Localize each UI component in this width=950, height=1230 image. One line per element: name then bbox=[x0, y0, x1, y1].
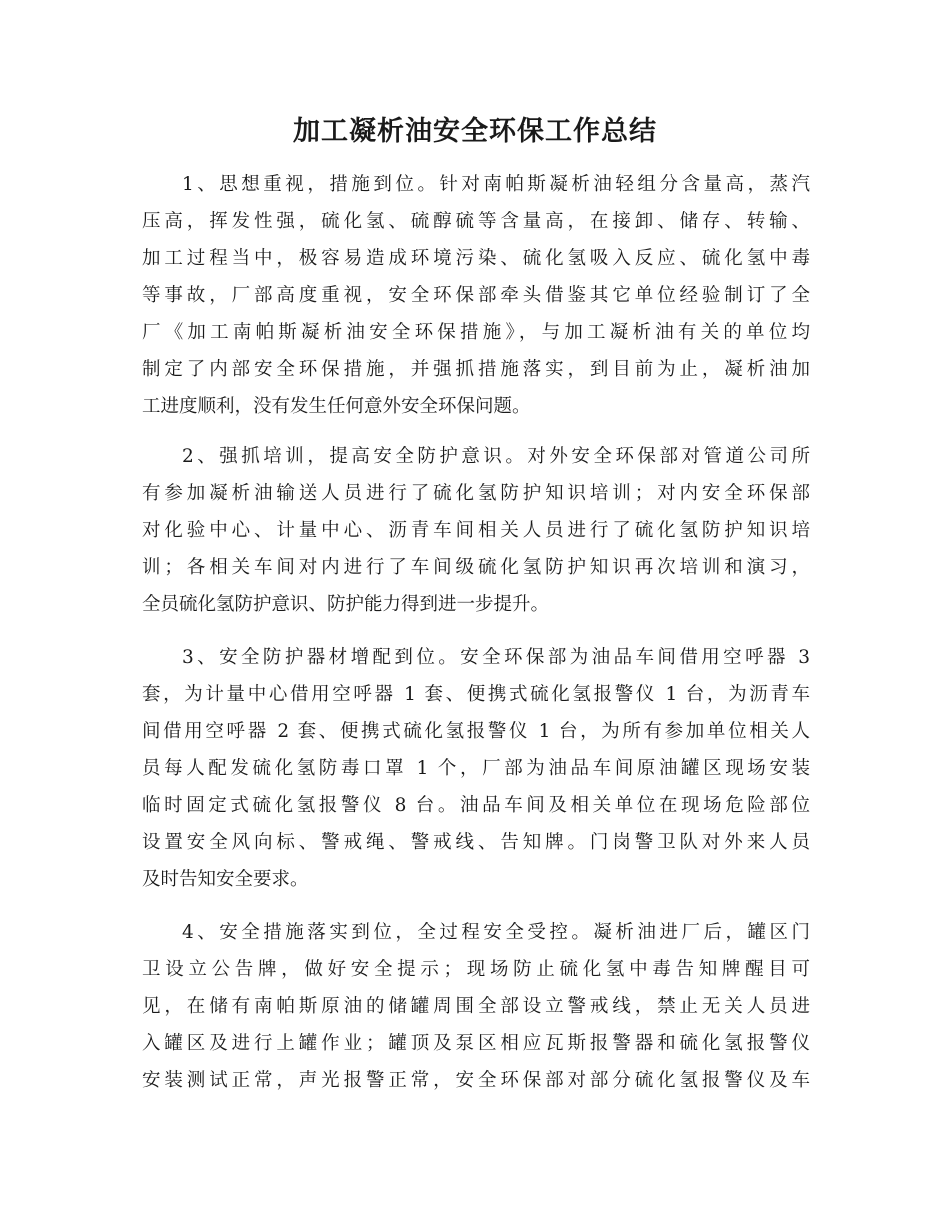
paragraph-line: 等事故，厂部高度重视，安全环保部牵头借鉴其它单位经验制订了全 bbox=[142, 285, 810, 306]
paragraph-line: 厂《加工南帕斯凝析油安全环保措施》，与加工凝析油有关的单位均 bbox=[142, 322, 810, 343]
paragraph-line: 员每人配发硫化氢防毒口罩 1 个，厂部为油品车间原油罐区现场安装 bbox=[142, 758, 810, 779]
paragraph-line: 全员硫化氢防护意识、防护能力得到进一步提升。 bbox=[142, 594, 550, 615]
paragraph-line: 1、思想重视，措施到位。针对南帕斯凝析油轻组分含量高，蒸汽 bbox=[182, 174, 810, 195]
paragraph-line: 加工过程当中，极容易造成环境污染、硫化氢吸入反应、硫化氢中毒 bbox=[142, 248, 810, 269]
paragraph-line: 套，为计量中心借用空呼器 1 套、便携式硫化氢报警仪 1 台，为沥青车 bbox=[142, 684, 810, 705]
paragraph-line: 3、安全防护器材增配到位。安全环保部为油品车间借用空呼器 3 bbox=[182, 647, 810, 668]
paragraph-line: 制定了内部安全环保措施，并强抓措施落实，到目前为止，凝析油加 bbox=[142, 359, 810, 380]
document-title: 加工凝析油安全环保工作总结 bbox=[293, 116, 657, 147]
paragraph-line: 2、强抓培训，提高安全防护意识。对外安全环保部对管道公司所 bbox=[182, 446, 810, 467]
paragraph-line: 工进度顺利，没有发生任何意外安全环保问题。 bbox=[142, 396, 531, 417]
paragraph-line: 见，在储有南帕斯原油的储罐周围全部设立警戒线，禁止无关人员进 bbox=[142, 996, 810, 1017]
paragraph-line: 有参加凝析油输送人员进行了硫化氢防护知识培训；对内安全环保部 bbox=[142, 483, 810, 504]
paragraph-line: 安装测试正常，声光报警正常，安全环保部对部分硫化氢报警仪及车 bbox=[142, 1070, 810, 1091]
paragraph-line: 及时告知安全要求。 bbox=[142, 869, 309, 890]
paragraph-line: 训；各相关车间对内进行了车间级硫化氢防护知识再次培训和演习， bbox=[142, 557, 810, 578]
paragraph-4 bbox=[142, 914, 810, 1099]
paragraph-3 bbox=[142, 639, 810, 898]
paragraph-line: 间借用空呼器 2 套、便携式硫化氢报警仪 1 台，为所有参加单位相关人 bbox=[142, 721, 810, 742]
paragraph-line: 卫设立公告牌，做好安全提示；现场防止硫化氢中毒告知牌醒目可 bbox=[142, 959, 810, 980]
paragraph-line: 压高，挥发性强，硫化氢、硫醇硫等含量高，在接卸、储存、转输、 bbox=[142, 211, 810, 232]
paragraph-line: 入罐区及进行上罐作业；罐顶及泵区相应瓦斯报警器和硫化氢报警仪 bbox=[142, 1033, 810, 1054]
paragraph-line: 4、安全措施落实到位，全过程安全受控。凝析油进厂后，罐区门 bbox=[182, 922, 810, 943]
paragraph-2 bbox=[142, 438, 810, 623]
paragraph-line: 设置安全风向标、警戒绳、警戒线、告知牌。门岗警卫队对外来人员 bbox=[142, 832, 810, 853]
paragraph-line: 对化验中心、计量中心、沥青车间相关人员进行了硫化氢防护知识培 bbox=[142, 520, 810, 541]
paragraph-1 bbox=[142, 166, 810, 425]
paragraph-line: 临时固定式硫化氢报警仪 8 台。油品车间及相关单位在现场危险部位 bbox=[142, 795, 810, 816]
